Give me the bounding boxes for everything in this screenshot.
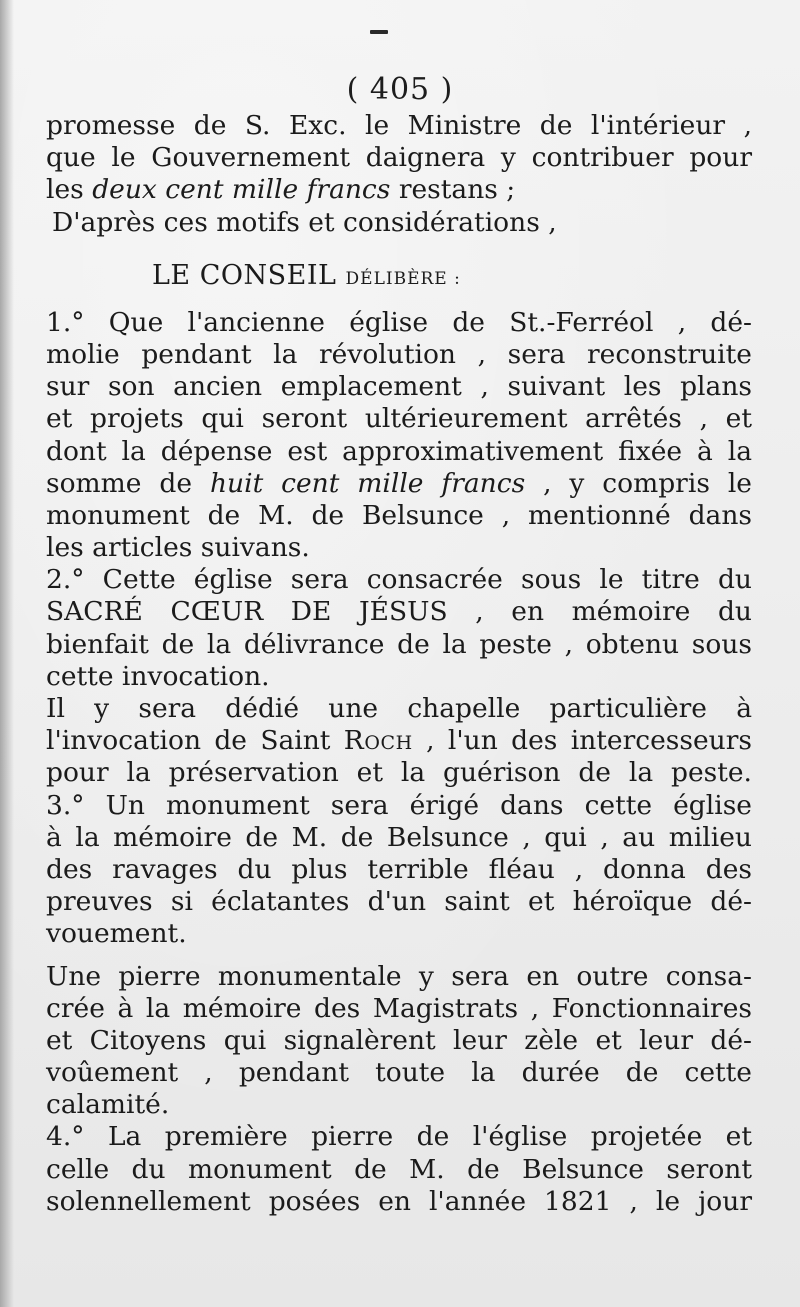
text-line: dont la dépense est approximativement fixée à la [46, 435, 752, 467]
text-line: 1.° Que l'ancienne église de St.-Ferréol , dé- [46, 306, 752, 338]
text-line: à la mémoire de M. de Belsunce , qui , au milieu [46, 821, 752, 853]
text-line: les articles suivans. [46, 532, 310, 564]
text-line: l'invocation de Saint Roch , l'un des intercesseurs [46, 725, 752, 757]
text-line: cette invocation. [46, 660, 270, 692]
text-line: les deux cent mille francs restans ; [46, 174, 516, 206]
text-line: sur son ancien emplacement , suivant les plans [46, 371, 752, 403]
paragraph-gap [46, 951, 752, 961]
top-dash-mark [370, 30, 388, 34]
text-line: voûement , pendant toute la durée de cette [46, 1057, 752, 1089]
text-line: et Citoyens qui signalèrent leur zèle et leur dé- [46, 1024, 752, 1056]
text-line: somme de huit cent mille francs , y compris le [46, 467, 752, 499]
text-line: Une pierre monumentale y sera en outre consa- [46, 960, 752, 992]
text-line: solennellement posées en l'année 1821 , le jour [46, 1185, 752, 1217]
text-line: et projets qui seront ultérieurement arrêtés , et [46, 403, 752, 435]
body-text [46, 110, 752, 1218]
text-line: des ravages du plus terrible fléau , donna des [46, 853, 752, 885]
text-line: D'après ces motifs et considérations , [52, 206, 557, 238]
text-line: bienfait de la délivrance de la peste , obtenu sous [46, 628, 752, 660]
page-edge-shadow [0, 0, 14, 1307]
text-line: 4.° La première pierre de l'église projetée et [46, 1121, 752, 1153]
text-line: 3.° Un monument sera érigé dans cette église [46, 789, 752, 821]
text-line: promesse de S. Exc. le Ministre de l'intérieur , [46, 110, 752, 141]
text-line: 2.° Cette église sera consacrée sous le titre du [46, 564, 752, 596]
text-line: Il y sera dédié une chapelle particulière à [46, 693, 752, 724]
text-line: SACRÉ CŒUR DE JÉSUS , en mémoire du [46, 596, 752, 628]
section-heading: LE CONSEIL DÉLIBÈRE : [152, 259, 461, 291]
text-line: celle du monument de M. de Belsunce seront [46, 1153, 752, 1185]
text-line: monument de M. de Belsunce , mentionné dans [46, 499, 752, 531]
text-line: crée à la mémoire des Magistrats , Fonctionnaires [46, 992, 752, 1024]
text-line: que le Gouvernement daignera y contribuer pour [46, 142, 752, 174]
text-line: calamité. [46, 1089, 170, 1121]
page-number: ( 405 ) [346, 72, 454, 107]
text-line: preuves si éclatantes d'un saint et héroïque dé- [46, 886, 752, 918]
text-line: vouement. [46, 918, 187, 950]
text-line: pour la préservation et la guérison de la peste. [46, 757, 752, 789]
text-line: molie pendant la révolution , sera reconstruite [46, 338, 752, 370]
